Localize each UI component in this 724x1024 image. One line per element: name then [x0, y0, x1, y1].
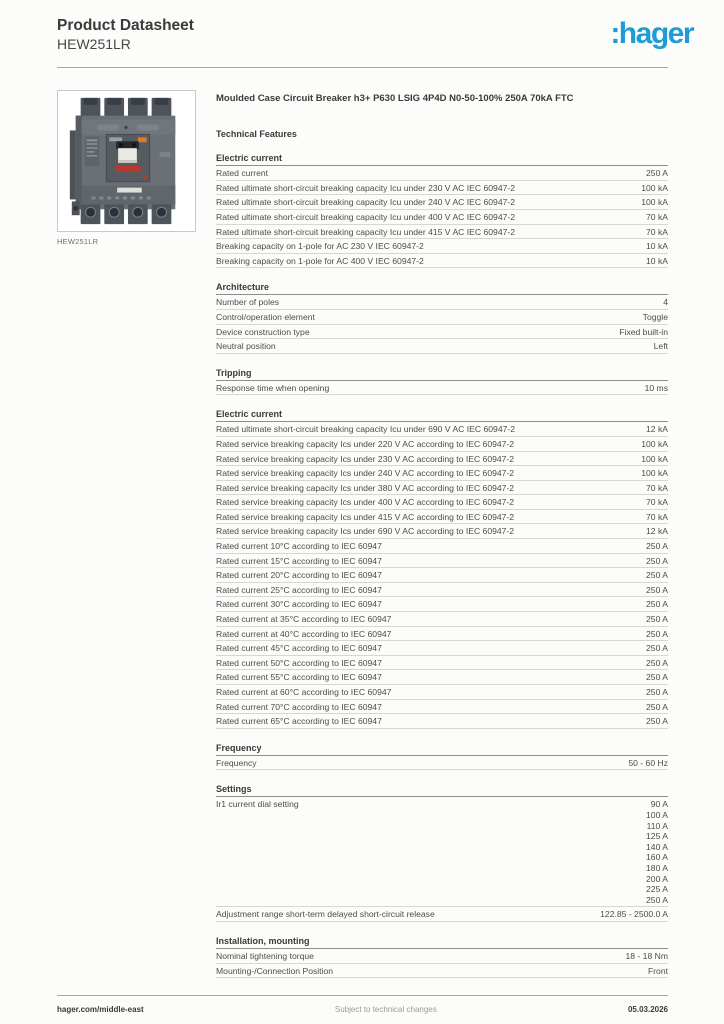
- product-code: HEW251LR: [57, 35, 131, 52]
- spec-row: [216, 685, 668, 700]
- spec-label: Rated service breaking capacity Ics under 380 V AC according to IEC 60947-2: [216, 482, 515, 493]
- spec-value: 250 A: [646, 672, 668, 683]
- spec-row: [216, 554, 668, 569]
- spec-row: [216, 310, 668, 325]
- spec-value: 250 A: [646, 599, 668, 610]
- spec-row: [216, 907, 668, 922]
- product-image-caption: HEW251LR: [57, 236, 99, 246]
- spec-value: Left: [653, 341, 668, 352]
- spec-value: 70 kA: [646, 211, 668, 222]
- spec-value: 250 A: [646, 657, 668, 668]
- spec-value: 90 A 100 A 110 A 125 A 140 A 160 A 180 A 200 A 225 A 250 A: [646, 799, 668, 905]
- spec-label: Rated current 10°C according to IEC 60947: [216, 541, 382, 552]
- spec-row: [216, 437, 668, 452]
- spec-value: 250 A: [646, 570, 668, 581]
- spec-value: 100 kA: [641, 453, 668, 464]
- spec-row: [216, 583, 668, 598]
- spec-label: Rated current at 35°C according to IEC 60947: [216, 614, 392, 625]
- page-footer: [57, 995, 668, 1014]
- footer-date: 05.03.2026: [627, 1005, 668, 1014]
- spec-row: [216, 181, 668, 196]
- section-heading: Electric current: [216, 153, 668, 166]
- spec-label: Control/operation element: [216, 311, 315, 322]
- section-heading: Tripping: [216, 368, 668, 381]
- spec-label: Rated current 45°C according to IEC 60947: [216, 643, 382, 654]
- spec-section: [216, 936, 668, 978]
- spec-label: Breaking capacity on 1-pole for AC 400 V IEC 60947-2: [216, 255, 424, 266]
- spec-row: [216, 495, 668, 510]
- spec-value: 250 A: [646, 701, 668, 712]
- spec-label: Rated current 70°C according to IEC 60947: [216, 701, 382, 712]
- spec-label: Rated ultimate short-circuit breaking capacity Icu under 400 V AC IEC 60947-2: [216, 211, 516, 222]
- document-body: [0, 68, 724, 978]
- spec-value: 250 A: [646, 643, 668, 654]
- spec-value: Fixed built-in: [619, 326, 668, 337]
- spec-row: [216, 964, 668, 979]
- spec-row: [216, 481, 668, 496]
- spec-value: 70 kA: [646, 511, 668, 522]
- spec-sections: [216, 153, 668, 978]
- product-image-frame: [57, 90, 196, 232]
- spec-value: 250 A: [646, 614, 668, 625]
- spec-row: [216, 700, 668, 715]
- spec-label: Response time when opening: [216, 382, 330, 393]
- spec-row: [216, 714, 668, 729]
- spec-row: [216, 239, 668, 254]
- spec-row: [216, 756, 668, 771]
- spec-row: [216, 325, 668, 340]
- spec-value: 10 ms: [644, 382, 668, 393]
- spec-value: 250 A: [646, 555, 668, 566]
- footer-website-link[interactable]: hager.com/middle-east: [57, 1005, 144, 1014]
- spec-row: [216, 656, 668, 671]
- spec-row: [216, 254, 668, 269]
- spec-value: 12 kA: [646, 424, 668, 435]
- section-heading: Architecture: [216, 282, 668, 295]
- spec-section: [216, 784, 668, 922]
- circuit-breaker-image: [58, 90, 195, 232]
- spec-label: Adjustment range short-term delayed short-circuit release: [216, 909, 435, 920]
- section-heading: Electric current: [216, 409, 668, 422]
- image-column: [57, 90, 197, 978]
- spec-row: [216, 670, 668, 685]
- spec-value: 12 kA: [646, 526, 668, 537]
- spec-label: Rated service breaking capacity Ics under 240 V AC according to IEC 60947-2: [216, 468, 515, 479]
- spec-label: Rated current 55°C according to IEC 60947: [216, 672, 382, 683]
- footer-divider: [57, 995, 668, 996]
- spec-row: [216, 597, 668, 612]
- spec-label: Rated current 30°C according to IEC 60947: [216, 599, 382, 610]
- spec-value: 100 kA: [641, 468, 668, 479]
- spec-row: [216, 641, 668, 656]
- spec-value: 70 kA: [646, 497, 668, 508]
- page-title: Product Datasheet: [57, 17, 194, 34]
- spec-row: [216, 210, 668, 225]
- spec-label: Number of poles: [216, 297, 280, 308]
- spec-row: [216, 797, 668, 907]
- spec-value: 70 kA: [646, 482, 668, 493]
- spec-row: [216, 381, 668, 396]
- spec-label: Breaking capacity on 1-pole for AC 230 V IEC 60947-2: [216, 241, 424, 252]
- spec-label: Rated current 50°C according to IEC 60947: [216, 657, 382, 668]
- spec-section: [216, 743, 668, 771]
- spec-label: Rated current at 60°C according to IEC 60947: [216, 687, 392, 698]
- header-text-block: [57, 17, 194, 52]
- spec-row: [216, 949, 668, 964]
- hager-logo: :hager: [610, 17, 693, 50]
- spec-label: Ir1 current dial setting: [216, 799, 299, 810]
- spec-section: [216, 282, 668, 353]
- spec-section: [216, 368, 668, 396]
- spec-label: Rated ultimate short-circuit breaking capacity Icu under 230 V AC IEC 60947-2: [216, 182, 516, 193]
- spec-value: 250 A: [646, 628, 668, 639]
- spec-label: Rated current: [216, 168, 269, 179]
- spec-row: [216, 422, 668, 437]
- footer-disclaimer: Subject to technical changes: [334, 1005, 437, 1014]
- spec-value: 50 - 60 Hz: [628, 757, 668, 768]
- spec-row: [216, 568, 668, 583]
- spec-label: Rated ultimate short-circuit breaking capacity Icu under 240 V AC IEC 60947-2: [216, 197, 516, 208]
- spec-row: [216, 295, 668, 310]
- spec-value: 18 - 18 Nm: [625, 950, 668, 961]
- spec-row: [216, 539, 668, 554]
- spec-row: [216, 524, 668, 539]
- spec-row: [216, 195, 668, 210]
- spec-value: 122.85 - 2500.0 A: [600, 909, 668, 920]
- section-heading: Frequency: [216, 743, 668, 756]
- spec-label: Rated ultimate short-circuit breaking capacity Icu under 690 V AC IEC 60947-2: [216, 424, 516, 435]
- spec-section: [216, 409, 668, 728]
- spec-value: 250 A: [646, 687, 668, 698]
- product-title: Moulded Case Circuit Breaker h3+ P630 LSIG 4P4D N0-50-100% 250A 70kA FTC: [216, 92, 574, 104]
- spec-label: Rated current 25°C according to IEC 60947: [216, 584, 382, 595]
- footer-row: [57, 1005, 668, 1014]
- spec-label: Device construction type: [216, 326, 310, 337]
- spec-value: 4: [663, 297, 668, 308]
- spec-label: Rated ultimate short-circuit breaking capacity Icu under 415 V AC IEC 60947-2: [216, 226, 516, 237]
- spec-label: Rated service breaking capacity Ics under 230 V AC according to IEC 60947-2: [216, 453, 515, 464]
- spec-label: Rated service breaking capacity Ics under 415 V AC according to IEC 60947-2: [216, 511, 515, 522]
- spec-label: Mounting-/Connection Position: [216, 965, 334, 976]
- spec-section: [216, 153, 668, 268]
- spec-label: Nominal tightening torque: [216, 950, 314, 961]
- spec-label: Rated service breaking capacity Ics under 400 V AC according to IEC 60947-2: [216, 497, 515, 508]
- spec-value: Toggle: [642, 311, 668, 322]
- spec-label: Frequency: [216, 757, 257, 768]
- spec-row: [216, 166, 668, 181]
- spec-value: 100 kA: [641, 197, 668, 208]
- spec-label: Rated service breaking capacity Ics under 690 V AC according to IEC 60947-2: [216, 526, 515, 537]
- spec-row: [216, 510, 668, 525]
- section-heading: Settings: [216, 784, 668, 797]
- spec-value: 250 A: [646, 716, 668, 727]
- technical-features-heading: Technical Features: [216, 129, 297, 140]
- spec-value: 100 kA: [641, 438, 668, 449]
- spec-value: 70 kA: [646, 226, 668, 237]
- spec-value: 10 kA: [646, 241, 668, 252]
- spec-value: Front: [647, 965, 668, 976]
- spec-label: Rated service breaking capacity Ics under 220 V AC according to IEC 60947-2: [216, 438, 515, 449]
- spec-row: [216, 612, 668, 627]
- spec-row: [216, 452, 668, 467]
- spec-row: [216, 466, 668, 481]
- spec-value: 250 A: [646, 168, 668, 179]
- content-column: [216, 90, 668, 978]
- spec-label: Neutral position: [216, 341, 276, 352]
- spec-value: 100 kA: [641, 182, 668, 193]
- spec-value: 250 A: [646, 541, 668, 552]
- spec-label: Rated current 20°C according to IEC 60947: [216, 570, 382, 581]
- spec-label: Rated current 65°C according to IEC 60947: [216, 716, 382, 727]
- spec-value: 10 kA: [646, 255, 668, 266]
- spec-value: 250 A: [646, 584, 668, 595]
- spec-row: [216, 339, 668, 354]
- spec-row: [216, 225, 668, 240]
- spec-label: Rated current at 40°C according to IEC 60947: [216, 628, 392, 639]
- section-heading: Installation, mounting: [216, 936, 668, 949]
- spec-label: Rated current 15°C according to IEC 60947: [216, 555, 382, 566]
- spec-row: [216, 627, 668, 642]
